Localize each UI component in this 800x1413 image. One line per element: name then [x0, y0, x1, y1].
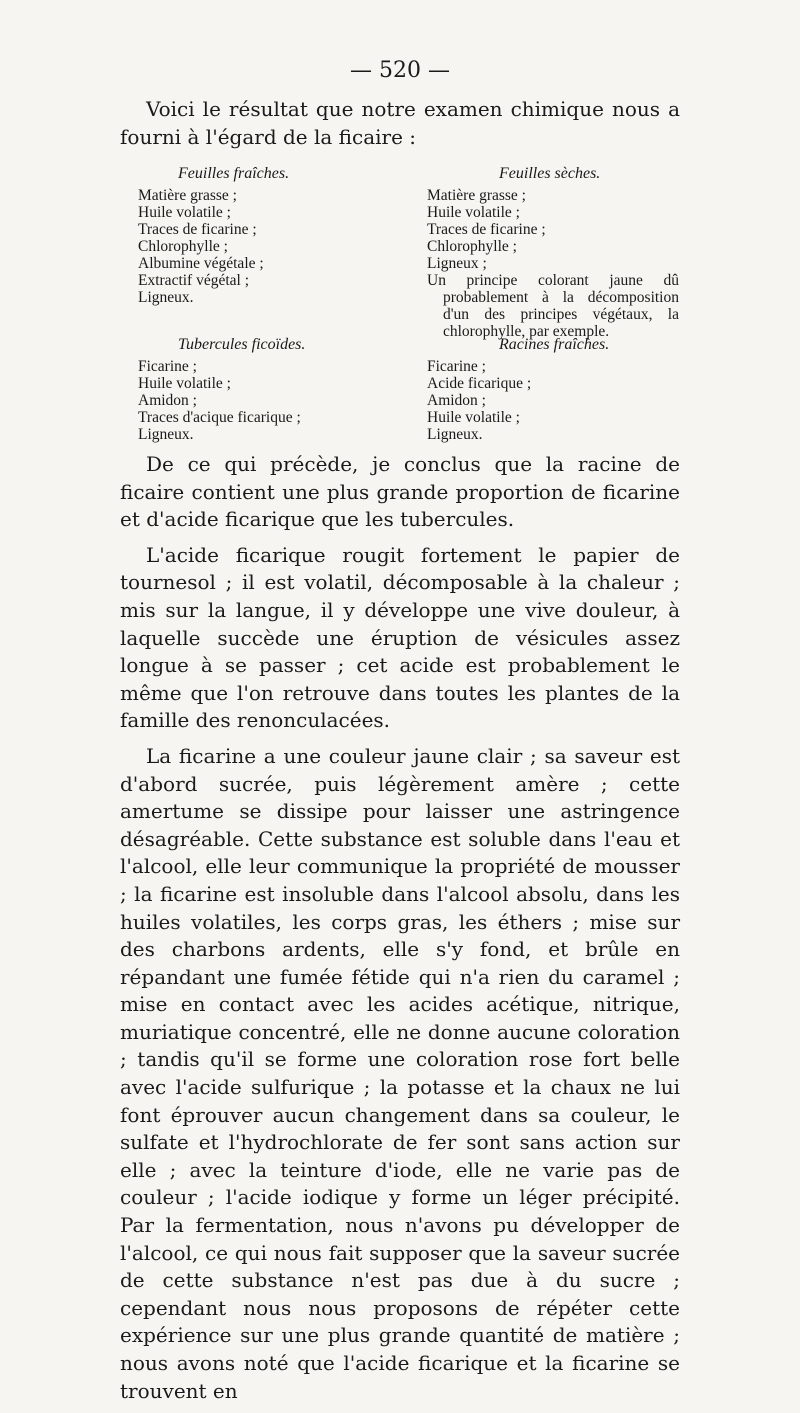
- column-feuilles-seches: [427, 165, 679, 340]
- list-item: Huile volatile ;: [427, 204, 520, 221]
- list-item: Traces de ficarine ;: [427, 221, 546, 238]
- list-item: Huile volatile ;: [427, 409, 520, 426]
- list-item: Matière grasse ;: [427, 187, 526, 204]
- item-list: [427, 187, 679, 340]
- body-text: [120, 451, 680, 1413]
- list-item: Traces de ficarine ;: [138, 221, 257, 238]
- item-list: [138, 358, 378, 443]
- list-item: Ligneux.: [138, 426, 194, 443]
- paragraph: L'acide ficarique rougit fortement le papier de tournesol ; il est volatil, décomposable à la chaleur ; mis sur la langue, il y développe une vive douleur, à laquelle succède une éruption de vésicules assez longue à se passer ; cet acide est probablement le même que l'on retrouve dans toutes les plantes de la famille des renonculacées.: [120, 542, 680, 733]
- list-item: Ficarine ;: [427, 358, 486, 375]
- list-item: Traces d'acique ficarique ;: [138, 409, 301, 426]
- page-number: — 520 —: [350, 58, 450, 83]
- list-item: Amidon ;: [138, 392, 197, 409]
- column-heading: Feuilles fraîches.: [178, 165, 290, 182]
- list-item: Ficarine ;: [138, 358, 197, 375]
- list-item: Ligneux.: [427, 426, 483, 443]
- list-item: Ligneux.: [138, 289, 194, 306]
- list-item: Albumine végétale ;: [138, 255, 264, 272]
- list-item: Acide ficarique ;: [427, 375, 532, 392]
- item-list: [138, 187, 378, 306]
- list-item: Extractif végétal ;: [138, 272, 250, 289]
- list-item: Huile volatile ;: [138, 204, 231, 221]
- column-racines: [427, 336, 679, 443]
- column-tubercules: [138, 336, 378, 443]
- paragraph: La ficarine a une couleur jaune clair ; sa saveur est d'abord sucrée, puis légèrement amère ; cette amertume se dissipe pour laisser une astringence désagréable. Cette substance est soluble dans l'eau et l'alcool, elle leur communique la propriété de mousser ; la ficarine est insoluble dans l'alcool absolu, dans les huiles volatiles, les corps gras, les éthers ; mise sur des charbons ardents, elle s'y fond, et brûle en répandant une fumée fétide qui n'a rien du caramel ; mise en contact avec les acides acétique, nitrique, muriatique concentré, elle ne donne aucune coloration ; tandis qu'il se forme une coloration rose fort belle avec l'acide sulfurique ; la potasse et la chaux ne lui font éprouver aucun changement dans sa couleur, le sulfate et l'hydrochlorate de fer sont sans action sur elle ; avec la teinture d'iode, elle ne varie pas de couleur ; l'acide iodique y forme un léger précipité. Par la fermentation, nous n'avons pu développer de l'alcool, ce qui nous fait supposer que la saveur sucrée de cette substance n'est pas due à du sucre ; cependant nous nous proposons de répéter cette expérience sur une plus grande quantité de matière ; nous avons noté que l'acide ficarique et la ficarine se trouvent en: [120, 743, 680, 1403]
- item-list: [427, 358, 679, 443]
- list-item: Matière grasse ;: [138, 187, 237, 204]
- list-item: Ligneux ;: [427, 255, 487, 272]
- paragraph: De ce qui précède, je conclus que la racine de ficaire contient une plus grande proportion de ficarine et d'acide ficarique que les tubercules.: [120, 452, 680, 532]
- column-heading: Tubercules ficoïdes.: [178, 336, 306, 353]
- list-item: Amidon ;: [427, 392, 486, 409]
- list-item: Un principe colorant jaune dû probablement à la décomposition d'un des principes végétaux, la chlorophylle, par exemple.: [427, 272, 679, 340]
- list-item: Chlorophylle ;: [427, 238, 517, 255]
- column-feuilles-fraiches: [138, 165, 378, 306]
- list-item: Huile volatile ;: [138, 375, 231, 392]
- intro-paragraph: Voici le résultat que notre examen chimique nous a fourni à l'égard de la ficaire :: [120, 97, 680, 149]
- column-heading: Racines fraîches.: [499, 336, 610, 353]
- column-heading: Feuilles sèches.: [499, 165, 601, 182]
- list-item: Chlorophylle ;: [138, 238, 228, 255]
